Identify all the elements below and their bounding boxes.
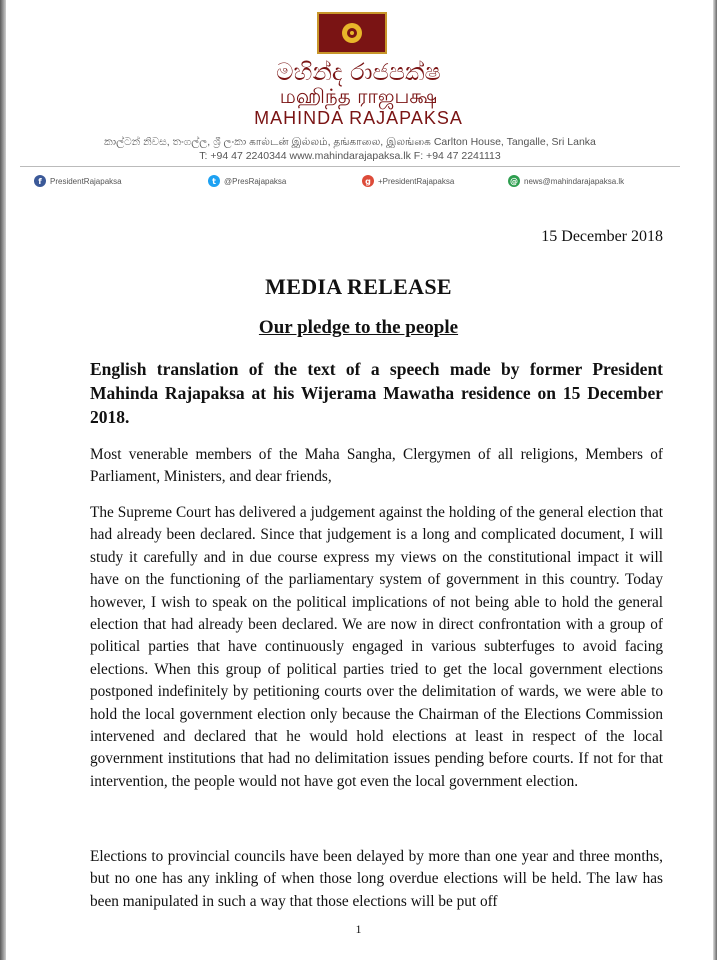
social-email[interactable] <box>508 173 624 189</box>
google-plus-icon: g <box>362 175 374 187</box>
social-facebook-label: PresidentRajapaksa <box>50 176 122 186</box>
social-twitter[interactable] <box>208 173 286 189</box>
header-divider <box>20 166 680 167</box>
body-paragraph-supreme-court: The Supreme Court has delivered a judgement against the holding of the general election that had already been declared. Since that judgement is a long and complicated document, I will study it carefully and in due course express my views on the constitutional impact it will have on the functioning of the parliamentary system of government in this country. Today however, I wish to speak on the political implications of not being able to hold the general election that had already been declared. We are now in direct confrontation with a group of political parties that have continuously engaged in various subterfuges to avoid facing elections. When this group of political parties tried to get the local government elections postponed indefinitely by petitioning courts over the delimitation of wards, we were able to hold the local government election only because the Chairman of the Elections Commission intervened and declared that he would hold elections at least in respect of the local government institutions that had no delimitation issues pending before courts. If not for that intervention, the people would not have got even the local government election. <box>90 504 663 790</box>
social-email-label: news@mahindarajapaksa.lk <box>524 176 625 186</box>
social-google-plus[interactable] <box>362 173 454 189</box>
name-english: MAHINDA RAJAPAKSA <box>254 108 463 128</box>
lead-paragraph: English translation of the text of a speech made by former President Mahinda Rajapaksa at his Wijerama Mawatha residence on 15 December 2018. <box>90 359 663 427</box>
body-paragraph-salutation: Most venerable members of the Maha Sangha, Clergymen of all religions, Members of Parliament, Ministers, and dear friends, <box>90 446 663 486</box>
twitter-icon: t <box>208 175 220 187</box>
facebook-icon: f <box>34 175 46 187</box>
name-tamil: மஹிந்த ராஜபக்ஷ <box>279 84 438 108</box>
sun-emblem-icon <box>342 23 362 43</box>
document-title: MEDIA RELEASE <box>265 274 452 299</box>
social-twitter-label: @PresRajapaksa <box>224 176 287 186</box>
party-emblem-logo <box>317 12 387 54</box>
document-subtitle: Our pledge to the people <box>258 317 459 338</box>
page-number: 1 <box>355 922 362 936</box>
email-icon: @ <box>510 176 518 186</box>
name-sinhala: මහින්ද රාජපක්ෂ <box>276 58 441 86</box>
social-google-plus-label: +PresidentRajapaksa <box>378 176 455 186</box>
contact-line: T: +94 47 2240344 www.mahindarajapaksa.lk F: +94 47 2241113 <box>199 150 501 162</box>
address-line: කාල්ටන් නිවස, තංගල්ල, ශ්‍රී ලංකා கால்டன் இல்லம், தங்காலை, இலங்கை Carlton House, Tangalle, Sri Lanka <box>104 136 596 148</box>
body-paragraph-provincial-councils: Elections to provincial councils have been delayed by more than one year and three months, but no one has any inkling of when those long overdue elections will be held. The law has been manipulated in such a way that those elections will be put off <box>90 848 663 910</box>
social-facebook[interactable] <box>34 173 122 189</box>
release-date: 15 December 2018 <box>541 228 663 245</box>
page-shadow-left <box>0 0 6 960</box>
page-shadow-right <box>713 0 717 960</box>
